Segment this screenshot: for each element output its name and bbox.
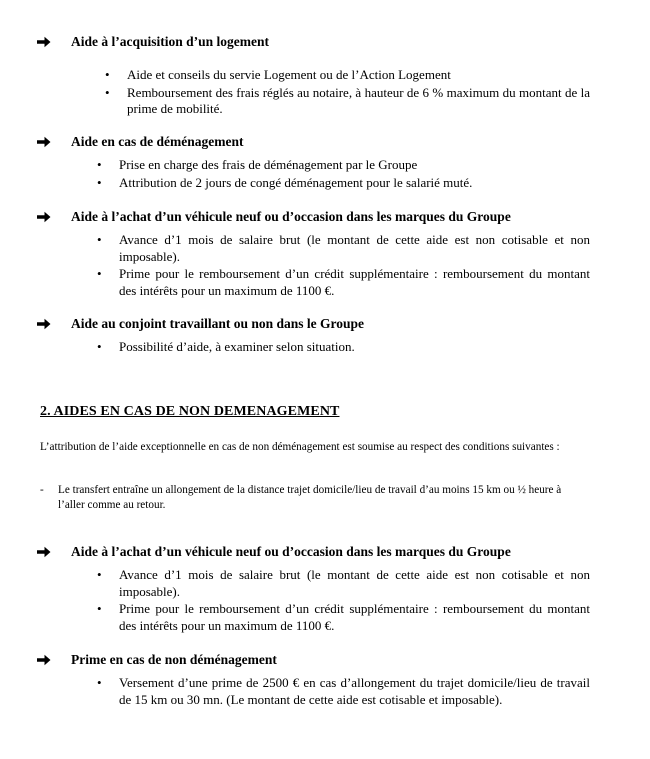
list-item: • Possibilité d’aide, à examiner selon situation. bbox=[97, 339, 590, 356]
heading-aide-conjoint: Aide au conjoint travaillant ou non dans le Groupe bbox=[37, 315, 364, 332]
heading-achat-vehicule-2: Aide à l’achat d’un véhicule neuf ou d’occasion dans les marques du Groupe bbox=[37, 543, 511, 560]
bullet-list bbox=[97, 339, 590, 357]
arrow-right-icon bbox=[37, 133, 71, 150]
heading-demenagement: Aide en cas de déménagement bbox=[37, 133, 243, 150]
arrow-right-icon bbox=[37, 315, 71, 332]
list-item: • Avance d’1 mois de salaire brut (le montant de cette aide est non cotisable et non imposable). bbox=[97, 567, 590, 600]
section-title: 2. AIDES EN CAS DE NON DEMENAGEMENT bbox=[40, 404, 340, 419]
bullet-list bbox=[97, 157, 590, 192]
list-item: • Attribution de 2 jours de congé déménagement pour le salarié muté. bbox=[97, 175, 590, 192]
arrow-right-icon bbox=[37, 33, 71, 50]
list-item: • Versement d’une prime de 2500 € en cas d’allongement du trajet domicile/lieu de travail de 15 km ou 30 mn. (Le montant de cette aide est cotisable et imposable). bbox=[97, 675, 590, 708]
bullet-list bbox=[97, 567, 590, 635]
arrow-right-icon bbox=[37, 208, 71, 225]
condition-item: - Le transfert entraîne un allongement de la distance trajet domicile/lieu de travail d’au moins 15 km ou ½ heure à l’aller comme au retour. bbox=[40, 484, 562, 511]
bullet-list bbox=[97, 232, 590, 300]
arrow-right-icon bbox=[37, 651, 71, 668]
heading-acquisition-logement: Aide à l’acquisition d’un logement bbox=[37, 33, 269, 50]
list-item: • Prime pour le remboursement d’un crédit supplémentaire : remboursement du montant des intérêts pour un maximum de 1100 €. bbox=[97, 266, 590, 299]
heading-prime-non-demenagement: Prime en cas de non déménagement bbox=[37, 651, 277, 668]
list-item: • Prise en charge des frais de déménagement par le Groupe bbox=[97, 157, 590, 174]
bullet-list bbox=[105, 67, 590, 119]
dash-marker: - bbox=[40, 484, 44, 496]
intro-paragraph: L’attribution de l’aide exceptionnelle en cas de non déménagement est soumise au respect des conditions suivantes : bbox=[40, 441, 560, 453]
list-item: • Avance d’1 mois de salaire brut (le montant de cette aide est non cotisable et non imposable). bbox=[97, 232, 590, 265]
list-item: • Prime pour le remboursement d’un crédit supplémentaire : remboursement du montant des intérêts pour un maximum de 1100 €. bbox=[97, 601, 590, 634]
list-item: • Remboursement des frais réglés au notaire, à hauteur de 6 % maximum du montant de la prime de mobilité. bbox=[105, 85, 590, 118]
heading-achat-vehicule: Aide à l’achat d’un véhicule neuf ou d’occasion dans les marques du Groupe bbox=[37, 208, 511, 225]
bullet-list bbox=[97, 675, 590, 709]
arrow-right-icon bbox=[37, 543, 71, 560]
list-item: • Aide et conseils du servie Logement ou de l’Action Logement bbox=[105, 67, 590, 84]
